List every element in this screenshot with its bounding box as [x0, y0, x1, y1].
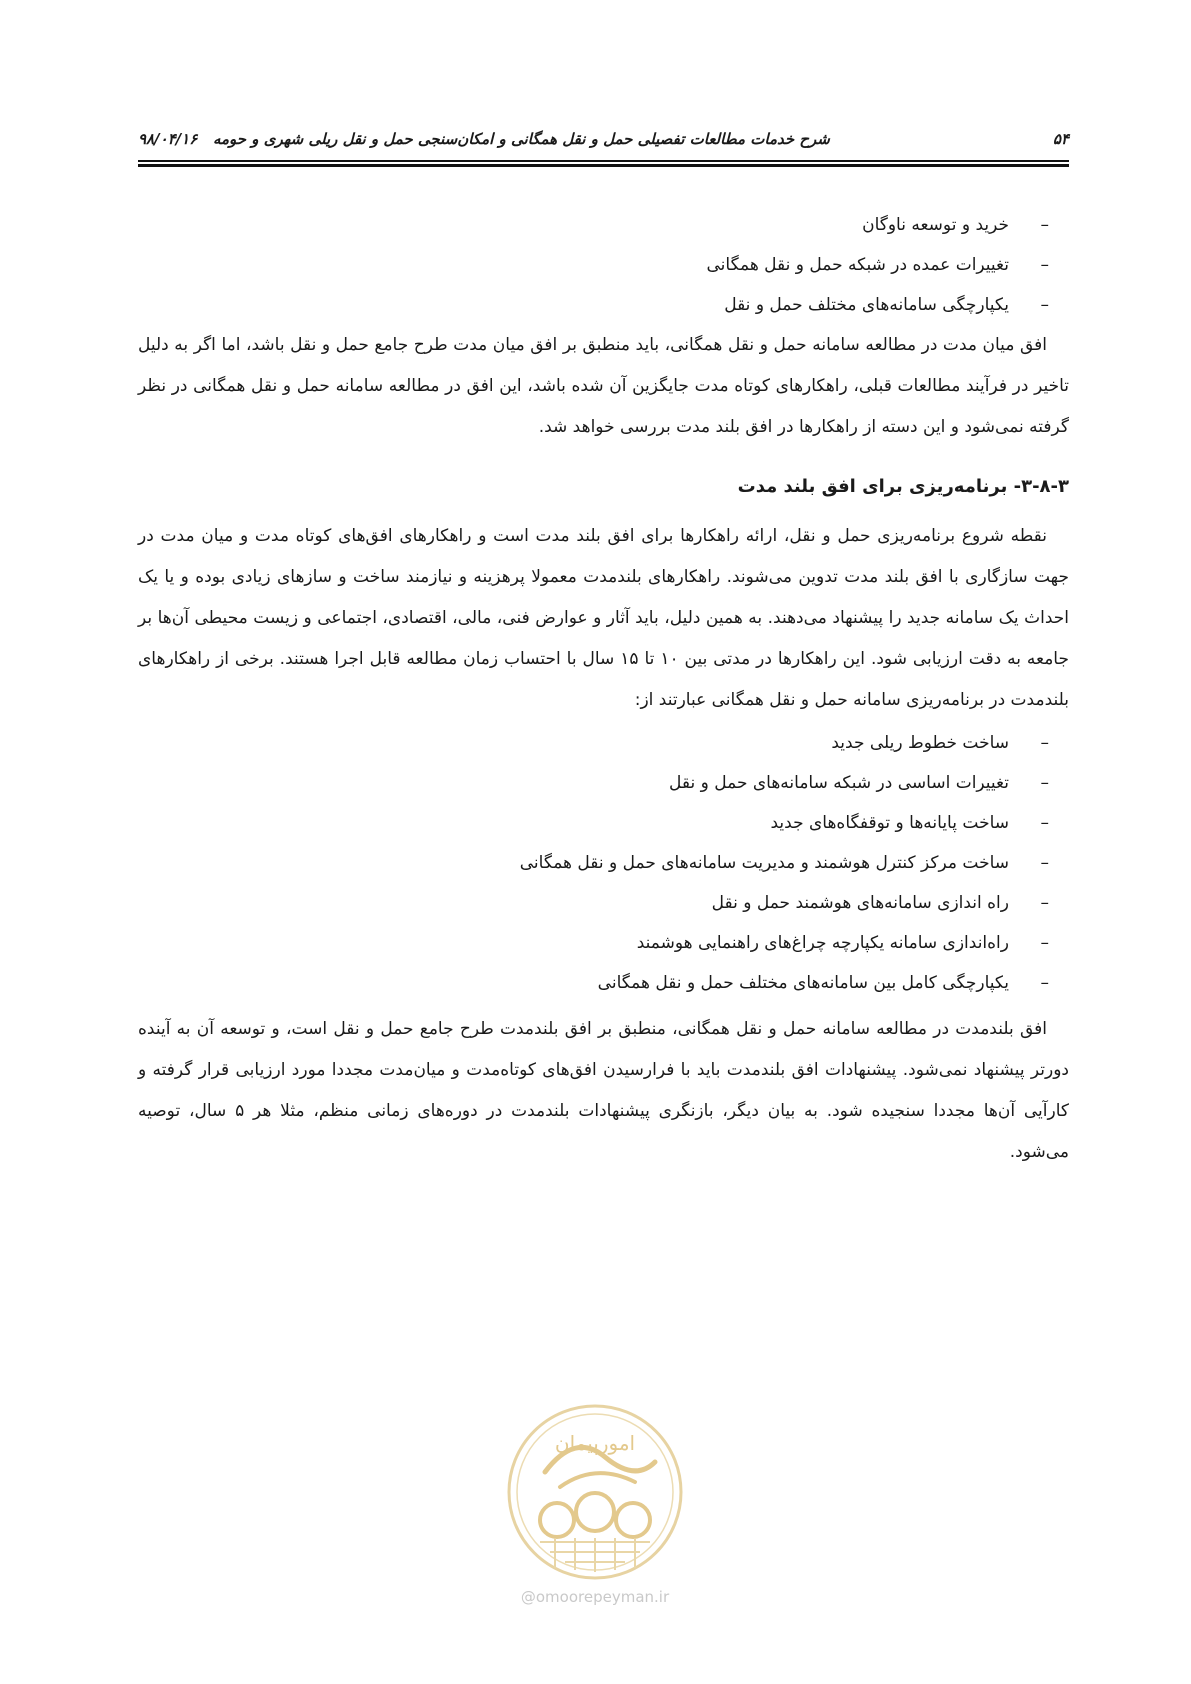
section-heading: ۳-۸-۳- برنامه‌ریزی برای افق بلند مدت: [737, 476, 1069, 497]
body-content: [138, 205, 1069, 1173]
seal-icon: [505, 1402, 685, 1582]
list-item-text: یکپارچگی کامل بین سامانه‌های مختلف حمل و نقل همگانی: [597, 973, 1009, 993]
list-item: [138, 923, 1049, 963]
header-title: [138, 130, 830, 148]
list-item-text: راه‌اندازی سامانه یکپارچه چراغ‌های راهنمایی هوشمند: [636, 933, 1009, 953]
list-item-text: ساخت مرکز کنترل هوشمند و مدیریت سامانه‌های حمل و نقل همگانی: [519, 853, 1009, 873]
dash-bullet: –: [1040, 853, 1049, 873]
list-item: [138, 285, 1049, 325]
list-item: [138, 723, 1049, 763]
list-item: [138, 205, 1049, 245]
watermark-site: @omoorepeyman.ir: [520, 1588, 670, 1606]
watermark-seal-logo: [505, 1402, 685, 1582]
list-item-text: ساخت پایانه‌ها و توقفگاه‌های جدید: [770, 813, 1009, 833]
list-item: [138, 763, 1049, 803]
paragraph-long-term-horizon: افق بلندمدت در مطالعه سامانه حمل و نقل همگانی، منطبق بر افق بلندمدت طرح جامع حمل و نقل است، و توسعه آن به آینده دورتر پیشنهاد نمی‌شود. پیشنهادات افق بلندمدت باید با فرارسیدن افق‌های کوتاه‌مدت و میان‌مدت مجددا مورد ارزیابی قرار گرفته و کارآیی آن‌ها مجددا سنجیده شود. به بیان دیگر، بازنگری پیشنهادات بلندمدت در دوره‌های زمانی منظم، مثلا هر ۵ سال، توصیه می‌شود.: [138, 1019, 1069, 1162]
dash-bullet: –: [1040, 733, 1049, 753]
dash-bullet: –: [1040, 295, 1049, 315]
list-item: [138, 843, 1049, 883]
dash-bullet: –: [1040, 893, 1049, 913]
header-date: ۹۸/۰۴/۱۶: [138, 130, 198, 148]
paragraph-long-term-planning: نقطه شروع برنامه‌ریزی حمل و نقل، ارائه راهکارها برای افق بلند مدت است و راهکارهای افق‌های کوتاه مدت و میان مدت در جهت سازگاری با افق بلند مدت تدوین می‌شوند. راهکارهای بلندمدت معمولا پرهزینه و نیازمند ساخت و سازهای زیادی بوده و یا یک احداث یک سامانه جدید را پیشنهاد می‌دهند. به همین دلیل، باید آثار و عوارض فنی، مالی، اقتصادی، اجتماعی و زیست محیطی آن‌ها بر جامعه به دقت ارزیابی شود. این راهکارها در مدتی بین ۱۰ تا ۱۵ سال با احتساب زمان مطالعه قابل اجرا هستند. برخی از راهکارهای بلندمدت در برنامه‌ریزی سامانه حمل و نقل همگانی عبارتند از:: [138, 526, 1069, 710]
dash-bullet: –: [1040, 255, 1049, 275]
list-item-text: ساخت خطوط ریلی جدید: [831, 733, 1009, 753]
bullet-list-2: [138, 723, 1069, 1003]
seal-logo-text: امورپیمان: [554, 1431, 636, 1455]
dash-bullet: –: [1040, 813, 1049, 833]
list-item: [138, 883, 1049, 923]
list-item-text: تغییرات عمده در شبکه حمل و نقل همگانی: [706, 255, 1009, 275]
page-header: [138, 124, 1069, 154]
list-item-text: تغییرات اساسی در شبکه سامانه‌های حمل و نقل: [669, 773, 1009, 793]
list-item-text: یکپارچگی سامانه‌های مختلف حمل و نقل: [724, 295, 1009, 315]
list-item-text: راه اندازی سامانه‌های هوشمند حمل و نقل: [711, 893, 1009, 913]
page-number: ۵۴: [1052, 130, 1069, 148]
list-item-text: خرید و توسعه ناوگان: [862, 215, 1009, 235]
dash-bullet: –: [1040, 215, 1049, 235]
list-item: [138, 963, 1049, 1003]
header-title-text: شرح خدمات مطالعات تفصیلی حمل و نقل همگانی و امکان‌سنجی حمل و نقل ریلی شهری و حومه: [212, 130, 830, 148]
paragraph-medium-term: افق میان مدت در مطالعه سامانه حمل و نقل همگانی، باید منطبق بر افق میان مدت طرح جامع حمل و نقل باشد، اما اگر به دلیل تاخیر در فرآیند مطالعات قبلی، راهکارهای کوتاه مدت جایگزین آن شده باشد، این افق در مطالعه سامانه حمل و نقل همگانی در نظر گرفته نمی‌شود و این دسته از راهکارها در افق بلند مدت بررسی خواهد شد.: [138, 335, 1069, 437]
header-rule-thin: [138, 160, 1069, 162]
dash-bullet: –: [1040, 973, 1049, 993]
header-rule-thick: [138, 164, 1069, 167]
dash-bullet: –: [1040, 773, 1049, 793]
dash-bullet: –: [1040, 933, 1049, 953]
list-item: [138, 803, 1049, 843]
list-item: [138, 245, 1049, 285]
bullet-list-1: [138, 205, 1069, 325]
